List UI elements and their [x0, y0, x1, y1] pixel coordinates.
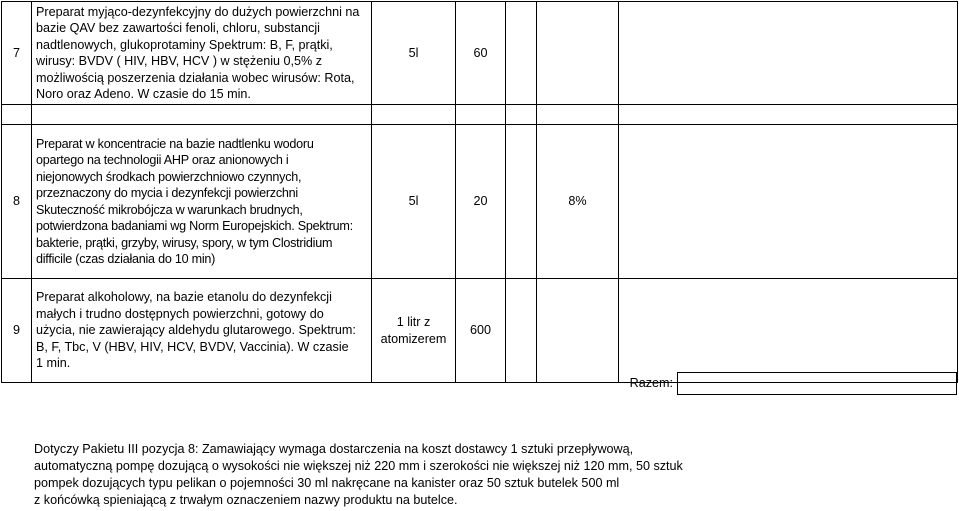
empty-cell [2, 105, 32, 125]
unit-cell: 5l [372, 2, 456, 105]
delivery-note [34, 441, 954, 509]
description-line: przeznaczony do mycia i dezynfekcji powierzchni [36, 186, 298, 200]
empty-cell [372, 105, 456, 125]
empty-cell [506, 2, 537, 105]
vat-cell [537, 279, 619, 383]
summary-value-box [677, 372, 957, 395]
description-line: Skuteczność mikrobójcza w warunkach brudnych, [36, 202, 303, 217]
empty-cell [506, 105, 537, 125]
empty-cell [537, 105, 619, 125]
description-line: wirusy: BVDV ( HIV, HBV, HCV ) w stężeniu 0,5% z [36, 54, 323, 68]
description-line: niejonowych środkach powierzchniowo czynnych, [36, 169, 302, 184]
unit-line: 1 litr z [396, 315, 431, 329]
unit-cell [372, 279, 456, 383]
unit-cell: 5l [372, 125, 456, 279]
description-line: bakterie, prątki, grzyby, wirusy, spory, w tym Clostridium [36, 235, 333, 250]
description-line: możliwością poszerzenia działania wobec wirusów: Rota, [36, 70, 355, 85]
note-line: pompek dozujących typu pelikan o pojemności 30 ml nakręcane na kanister oraz 50 sztuk butelek 500 ml [34, 476, 620, 490]
empty-cell [506, 125, 537, 279]
row-number: 9 [2, 279, 32, 383]
description-line: Preparat alkoholowy, na bazie etanolu do dezynfekcji [36, 290, 332, 305]
product-description [32, 125, 372, 279]
quantity-cell: 20 [456, 125, 506, 279]
quantity-cell: 60 [456, 2, 506, 105]
note-line: automatyczną pompę dozującą o wysokości nie większej niż 220 mm i szerokości nie większej niż 120 mm, 50 sztuk [34, 459, 683, 473]
empty-cell [456, 105, 506, 125]
summary-label: Razem: [629, 376, 673, 390]
row-number: 8 [2, 125, 32, 279]
empty-cell [619, 279, 958, 383]
summary-row [545, 372, 957, 395]
note-line: Dotyczy Pakietu III pozycja 8: Zamawiający wymaga dostarczenia na koszt dostawcy 1 sztuki przepływową, [34, 442, 634, 456]
description-line: opartego na technologii AHP oraz anionowych i [36, 153, 289, 167]
description-line: użycia, nie zawierający aldehydu glutarowego. Spektrum: [36, 323, 356, 338]
vat-cell: 8% [537, 125, 619, 279]
description-line: Preparat myjąco-dezynfekcyjny do dużych powierzchni na [36, 4, 360, 19]
table-row [2, 279, 958, 383]
empty-cell [619, 105, 958, 125]
description-line: małych i trudno dostępnych powierzchni, gotowy do [36, 306, 324, 321]
table-row [2, 2, 958, 105]
items-table [1, 1, 958, 383]
description-line: potwierdzona badaniami wg Norm Europejskich. Spektrum: [36, 219, 353, 233]
description-line: nadtlenowych, glukoprotaminy Spektrum: B, F, prątki, [36, 37, 333, 52]
product-description [32, 279, 372, 383]
note-line: z końcówką spieniającą z trwałym oznaczeniem nazwy produktu na butelce. [34, 493, 458, 507]
empty-cell [32, 105, 372, 125]
vat-cell [537, 2, 619, 105]
description-line: B, F, Tbc, V (HBV, HIV, HCV, BVDV, Vaccinia). W czasie [36, 339, 349, 354]
description-line: Noro oraz Adeno. W czasie do 15 min. [36, 87, 251, 101]
description-line: difficile (czas działania do 10 min) [36, 252, 216, 266]
table-row [2, 125, 958, 279]
row-number: 7 [2, 2, 32, 105]
spacer-row [2, 105, 958, 125]
quantity-cell: 600 [456, 279, 506, 383]
empty-cell [619, 125, 958, 279]
description-line: 1 min. [36, 356, 71, 371]
description-line: Preparat w koncentracie na bazie nadtlenku wodoru [36, 136, 314, 151]
description-line: bazie QAV bez zawartości fenoli, chloru, substancji [36, 21, 320, 35]
empty-cell [619, 2, 958, 105]
unit-line: atomizerem [380, 331, 447, 346]
empty-cell [506, 279, 537, 383]
product-description [32, 2, 372, 105]
